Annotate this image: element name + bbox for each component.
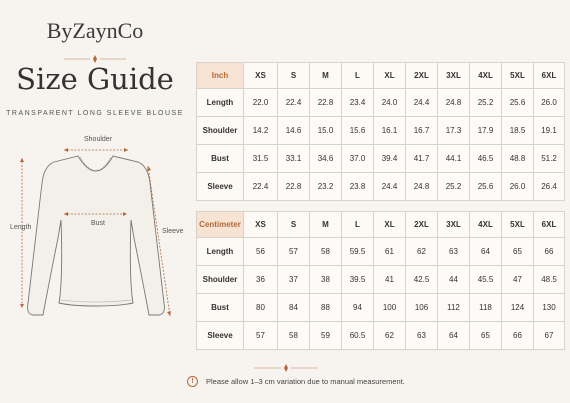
- table-cell: 16.7: [406, 117, 438, 145]
- table-cell: 17.3: [438, 117, 470, 145]
- size-header: 5XL: [502, 63, 534, 89]
- table-cell: 61: [374, 238, 406, 266]
- table-cell: 19.1: [534, 117, 565, 145]
- brand-logo: ByZaynCo: [46, 18, 144, 43]
- shoulder-label: Shoulder: [84, 136, 113, 143]
- table-cell: 41.7: [406, 145, 438, 173]
- measurement-note: [187, 376, 405, 387]
- table-cell: 84: [278, 294, 310, 322]
- table-cell: 26.4: [534, 173, 565, 201]
- table-cell: 65: [470, 322, 502, 350]
- size-header: 3XL: [438, 212, 470, 238]
- table-cell: 22.4: [278, 89, 310, 117]
- table-cell: 62: [374, 322, 406, 350]
- bust-label: Bust: [91, 220, 106, 227]
- table-cell: 25.2: [470, 89, 502, 117]
- length-label: Length: [10, 224, 32, 231]
- table-cell: 80: [244, 294, 278, 322]
- size-header: 6XL: [534, 212, 565, 238]
- size-header: 3XL: [438, 63, 470, 89]
- row-label: Length: [197, 238, 244, 266]
- table-cell: 67: [534, 322, 565, 350]
- table-cell: 26.0: [534, 89, 565, 117]
- table-row: [197, 145, 565, 173]
- table-cell: 14.2: [244, 117, 278, 145]
- table-cell: 124: [502, 294, 534, 322]
- table-row: [197, 238, 565, 266]
- cm-size-table: [196, 211, 565, 350]
- table-cell: 33.1: [278, 145, 310, 173]
- row-label: Shoulder: [197, 266, 244, 294]
- note-text: Please allow 1–3 cm variation due to manual measurement.: [206, 377, 405, 386]
- bottom-ornament: [254, 364, 318, 372]
- table-cell: 31.5: [244, 145, 278, 173]
- table-row: [197, 266, 565, 294]
- table-row: [197, 294, 565, 322]
- table-cell: 23.2: [310, 173, 342, 201]
- inch-size-table: [196, 62, 565, 201]
- table-cell: 15.0: [310, 117, 342, 145]
- table-cell: 46.5: [470, 145, 502, 173]
- table-cell: 37: [278, 266, 310, 294]
- table-cell: 24.4: [374, 173, 406, 201]
- size-header: XL: [374, 63, 406, 89]
- table-cell: 94: [342, 294, 374, 322]
- table-cell: 66: [534, 238, 565, 266]
- table-cell: 56: [244, 238, 278, 266]
- table-cell: 64: [470, 238, 502, 266]
- size-header: M: [310, 63, 342, 89]
- table-cell: 60.5: [342, 322, 374, 350]
- table-cell: 57: [278, 238, 310, 266]
- size-header: L: [342, 63, 374, 89]
- size-header: XS: [244, 63, 278, 89]
- page-subtitle: TRANSPARENT LONG SLEEVE BLOUSE: [6, 110, 184, 117]
- table-cell: 24.8: [406, 173, 438, 201]
- table-cell: 18.5: [502, 117, 534, 145]
- table-cell: 23.4: [342, 89, 374, 117]
- size-header: XL: [374, 212, 406, 238]
- table-cell: 22.8: [310, 89, 342, 117]
- exclamation-icon: !: [187, 376, 198, 387]
- table-cell: 37.0: [342, 145, 374, 173]
- table-cell: 39.4: [374, 145, 406, 173]
- size-header: 2XL: [406, 63, 438, 89]
- table-cell: 24.4: [406, 89, 438, 117]
- size-header: 4XL: [470, 212, 502, 238]
- table-cell: 24.0: [374, 89, 406, 117]
- table-cell: 14.6: [278, 117, 310, 145]
- table-cell: 58: [310, 238, 342, 266]
- size-header: 5XL: [502, 212, 534, 238]
- table-cell: 118: [470, 294, 502, 322]
- size-header: 4XL: [470, 63, 502, 89]
- table-cell: 48.8: [502, 145, 534, 173]
- size-header: 2XL: [406, 212, 438, 238]
- table-cell: 42.5: [406, 266, 438, 294]
- table-cell: 63: [406, 322, 438, 350]
- table-header-row: [197, 212, 565, 238]
- table-cell: 39.5: [342, 266, 374, 294]
- table-cell: 16.1: [374, 117, 406, 145]
- table-cell: 26.0: [502, 173, 534, 201]
- table-cell: 22.0: [244, 89, 278, 117]
- table-cell: 38: [310, 266, 342, 294]
- table-cell: 25.2: [438, 173, 470, 201]
- table-cell: 130: [534, 294, 565, 322]
- table-cell: 62: [406, 238, 438, 266]
- unit-label: Inch: [197, 63, 244, 89]
- size-header: M: [310, 212, 342, 238]
- table-cell: 36: [244, 266, 278, 294]
- table-cell: 106: [406, 294, 438, 322]
- blouse-outline-icon: [0, 128, 190, 348]
- table-cell: 23.8: [342, 173, 374, 201]
- table-cell: 51.2: [534, 145, 565, 173]
- table-cell: 57: [244, 322, 278, 350]
- table-cell: 59.5: [342, 238, 374, 266]
- table-cell: 17.9: [470, 117, 502, 145]
- table-row: [197, 117, 565, 145]
- table-cell: 64: [438, 322, 470, 350]
- unit-label: Centimeter: [197, 212, 244, 238]
- table-cell: 22.4: [244, 173, 278, 201]
- table-cell: 25.6: [470, 173, 502, 201]
- row-label: Length: [197, 89, 244, 117]
- table-cell: 63: [438, 238, 470, 266]
- table-row: [197, 89, 565, 117]
- row-label: Bust: [197, 294, 244, 322]
- size-header: L: [342, 212, 374, 238]
- table-cell: 59: [310, 322, 342, 350]
- table-cell: 22.8: [278, 173, 310, 201]
- table-cell: 48.5: [534, 266, 565, 294]
- size-header: S: [278, 63, 310, 89]
- table-header-row: [197, 63, 565, 89]
- size-header: XS: [244, 212, 278, 238]
- page-title: Size Guide: [16, 62, 174, 96]
- table-cell: 24.8: [438, 89, 470, 117]
- table-cell: 58: [278, 322, 310, 350]
- table-cell: 45.5: [470, 266, 502, 294]
- row-label: Sleeve: [197, 173, 244, 201]
- table-cell: 112: [438, 294, 470, 322]
- table-cell: 41: [374, 266, 406, 294]
- table-cell: 44: [438, 266, 470, 294]
- table-row: [197, 322, 565, 350]
- row-label: Shoulder: [197, 117, 244, 145]
- size-header: 6XL: [534, 63, 565, 89]
- table-cell: 47: [502, 266, 534, 294]
- table-cell: 88: [310, 294, 342, 322]
- row-label: Bust: [197, 145, 244, 173]
- table-cell: 34.6: [310, 145, 342, 173]
- sleeve-label: Sleeve: [162, 228, 184, 235]
- table-cell: 66: [502, 322, 534, 350]
- table-cell: 15.6: [342, 117, 374, 145]
- size-header: S: [278, 212, 310, 238]
- table-cell: 25.6: [502, 89, 534, 117]
- table-cell: 100: [374, 294, 406, 322]
- table-cell: 44.1: [438, 145, 470, 173]
- table-row: [197, 173, 565, 201]
- table-cell: 65: [502, 238, 534, 266]
- garment-figure: [0, 128, 190, 348]
- row-label: Sleeve: [197, 322, 244, 350]
